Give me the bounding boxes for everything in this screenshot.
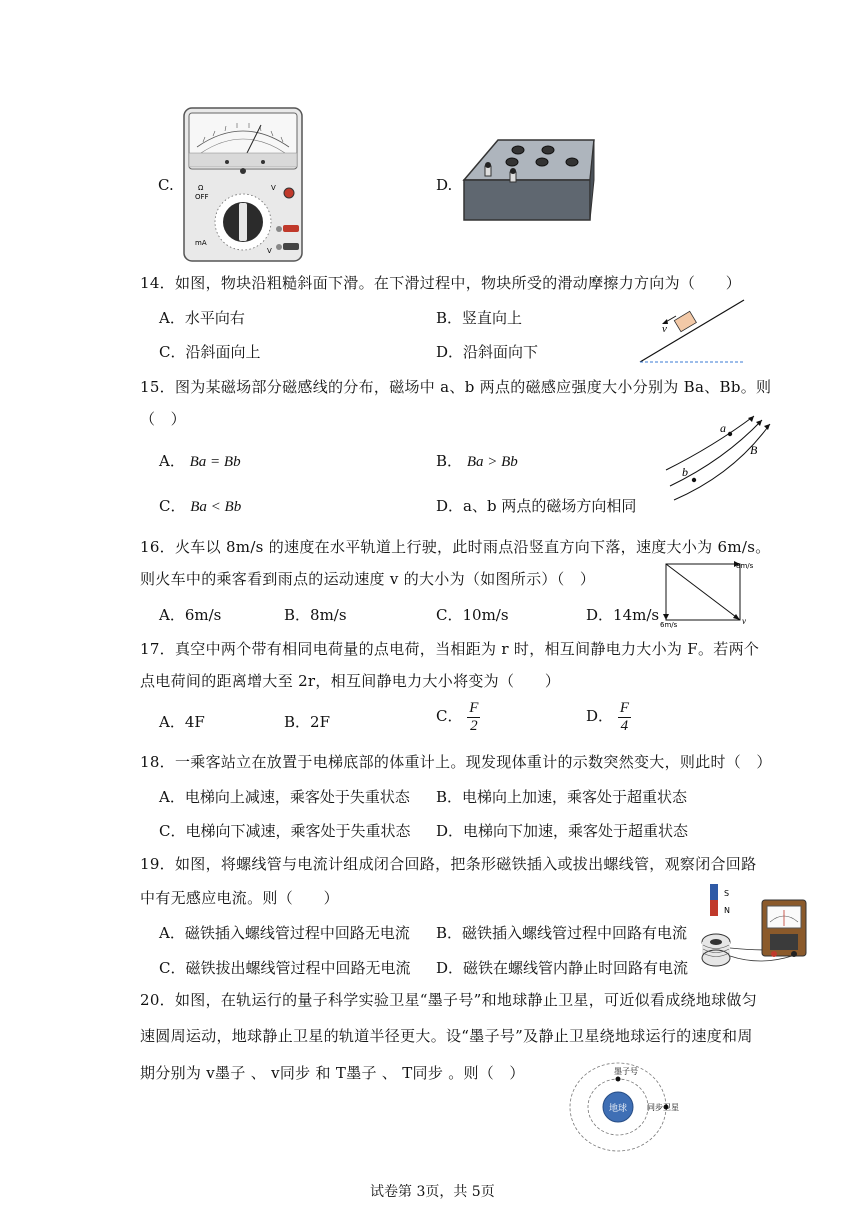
velocity-figure (656, 558, 760, 632)
mozi-label: 墨子号 (614, 1067, 638, 1076)
option-c-label: C. (158, 176, 174, 194)
q18-option-d: D．电梯向下加速，乘客处于超重状态 (436, 822, 689, 840)
q15-option-c-label: C． (159, 497, 186, 515)
q15-option-a (159, 450, 241, 471)
q14-option-d: D．沿斜面向下 (436, 343, 539, 361)
q18-option-b: B．电梯向上加速，乘客处于超重状态 (436, 788, 688, 806)
sync-satellite-label: 同步卫星 (647, 1103, 679, 1112)
q20-stem-line3: 期分别为 v墨子 、 v同步 和 T墨子 、 T同步 。则（ ） (140, 1064, 525, 1082)
q16-option-d: D．14m/s (586, 606, 660, 624)
q17-option-c (436, 700, 480, 734)
q17-option-d-label: D． (586, 707, 614, 725)
dial-label-v2: V (267, 247, 272, 255)
q17-c-denominator: 2 (470, 717, 478, 734)
q17-c-numerator: F (469, 700, 479, 716)
velocity-label-v: v (742, 616, 746, 626)
q17-stem-line1: 17．真空中两个带有相同电荷量的点电荷，当相距为 r 时，相互间静电力大小为 F。若两个 (140, 640, 760, 658)
magnet-n-label: N (724, 906, 730, 915)
q17-option-c-label: C． (436, 707, 463, 725)
q17-option-b: B．2F (284, 713, 330, 731)
velocity-label-left: 6m/s (660, 621, 678, 628)
q14-stem: 14．如图，物块沿粗糙斜面下滑。在下滑过程中，物块所受的滑动摩擦力方向为（ ） (140, 274, 742, 292)
incline-figure (636, 296, 748, 370)
q19-stem-line1: 19．如图，将螺线管与电流计组成闭合回路，把条形磁铁插入或拔出螺线管，观察闭合回路 (140, 855, 757, 873)
field-point-a: a (720, 421, 726, 435)
q14-option-a: A．水平向右 (159, 309, 245, 327)
dial-label-ma: mA (195, 239, 207, 247)
q18-option-a: A．电梯向上减速，乘客处于失重状态 (159, 788, 410, 806)
magnetic-field-figure (664, 412, 774, 506)
q17-option-d-fraction (618, 700, 631, 734)
q16-stem-line2: 则火车中的乘客看到雨点的运动速度 v 的大小为（如图所示）（ ） (140, 570, 596, 588)
q17-stem-line2: 点电荷间的距离增大至 2r，相互间静电力大小将变为（ ） (140, 672, 561, 690)
q15-option-b-expr: Ba > Bb (466, 454, 518, 470)
field-label-b: B (750, 443, 758, 457)
q19-option-b: B．磁铁插入螺线管过程中回路有电流 (436, 924, 688, 942)
q15-stem-line2: （ ） (140, 410, 186, 428)
field-point-b: b (682, 465, 688, 479)
solenoid-galvanometer-figure (700, 880, 810, 976)
q15-option-c (159, 495, 241, 516)
q19-option-c: C．磁铁拔出螺线管过程中回路无电流 (159, 959, 411, 977)
q15-option-a-label: A． (159, 452, 185, 470)
q15-option-a-expr: Ba = Bb (189, 454, 241, 470)
q15-option-c-expr: Ba < Bb (190, 499, 242, 515)
q19-option-a: A．磁铁插入螺线管过程中回路无电流 (159, 924, 410, 942)
incline-v-label: v (662, 323, 667, 335)
q16-option-b: B．8m/s (284, 606, 347, 624)
q15-option-d: D．a、b 两点的磁场方向相同 (436, 497, 637, 515)
dial-label-ohm: Ω (198, 184, 204, 192)
q14-option-b: B．竖直向上 (436, 309, 523, 327)
multimeter-figure (183, 107, 303, 266)
q16-option-a: A．6m/s (159, 606, 222, 624)
dial-label-v1: V (271, 184, 276, 192)
q19-option-d: D．磁铁在螺线管内静止时回路有电流 (436, 959, 689, 977)
q17-d-numerator: F (619, 700, 629, 716)
q16-stem-line1: 16．火车以 8m/s 的速度在水平轨道上行驶，此时雨点沿竖直方向下落，速度大小为 6m/s。 (140, 538, 771, 556)
q14-option-c: C．沿斜面向上 (159, 343, 261, 361)
magnet-s-label: S (724, 889, 730, 898)
q20-stem-line2: 速圆周运动，地球静止卫星的轨道半径更大。设“墨子号”及静止卫星绕地球运行的速度和周 (140, 1027, 753, 1045)
q17-d-denominator: 4 (620, 717, 629, 734)
velocity-label-top: 8m/s (736, 562, 754, 570)
q15-stem-line1: 15．图为某磁场部分磁感线的分布，磁场中 a、b 两点的磁感应强度大小分别为 Ba、Bb。则 (140, 378, 772, 396)
q17-option-c-fraction (467, 700, 480, 734)
q18-stem: 18．一乘客站立在放置于电梯底部的体重计上。现发现体重计的示数突然变大，则此时（ ） (140, 753, 772, 771)
earth-label: 地球 (609, 1104, 628, 1114)
q17-option-a: A．4F (159, 713, 205, 731)
q15-option-b-label: B． (436, 452, 463, 470)
q16-option-c: C．10m/s (436, 606, 509, 624)
q19-stem-line2: 中有无感应电流。则（ ） (140, 889, 339, 907)
q15-option-b (436, 450, 518, 471)
q17-option-d (586, 700, 631, 734)
q18-option-c: C．电梯向下减速，乘客处于失重状态 (159, 822, 411, 840)
page-footer: 试卷第 3页，共 5页 (370, 1184, 495, 1200)
resistance-box-figure (460, 128, 600, 232)
q20-stem-line1: 20．如图，在轨运行的量子科学实验卫星“墨子号”和地球静止卫星，可近似看成绕地球做匀 (140, 991, 758, 1009)
dial-label-off: OFF (195, 193, 209, 201)
satellite-orbits-figure (568, 1062, 700, 1158)
option-d-label: D. (436, 176, 453, 194)
